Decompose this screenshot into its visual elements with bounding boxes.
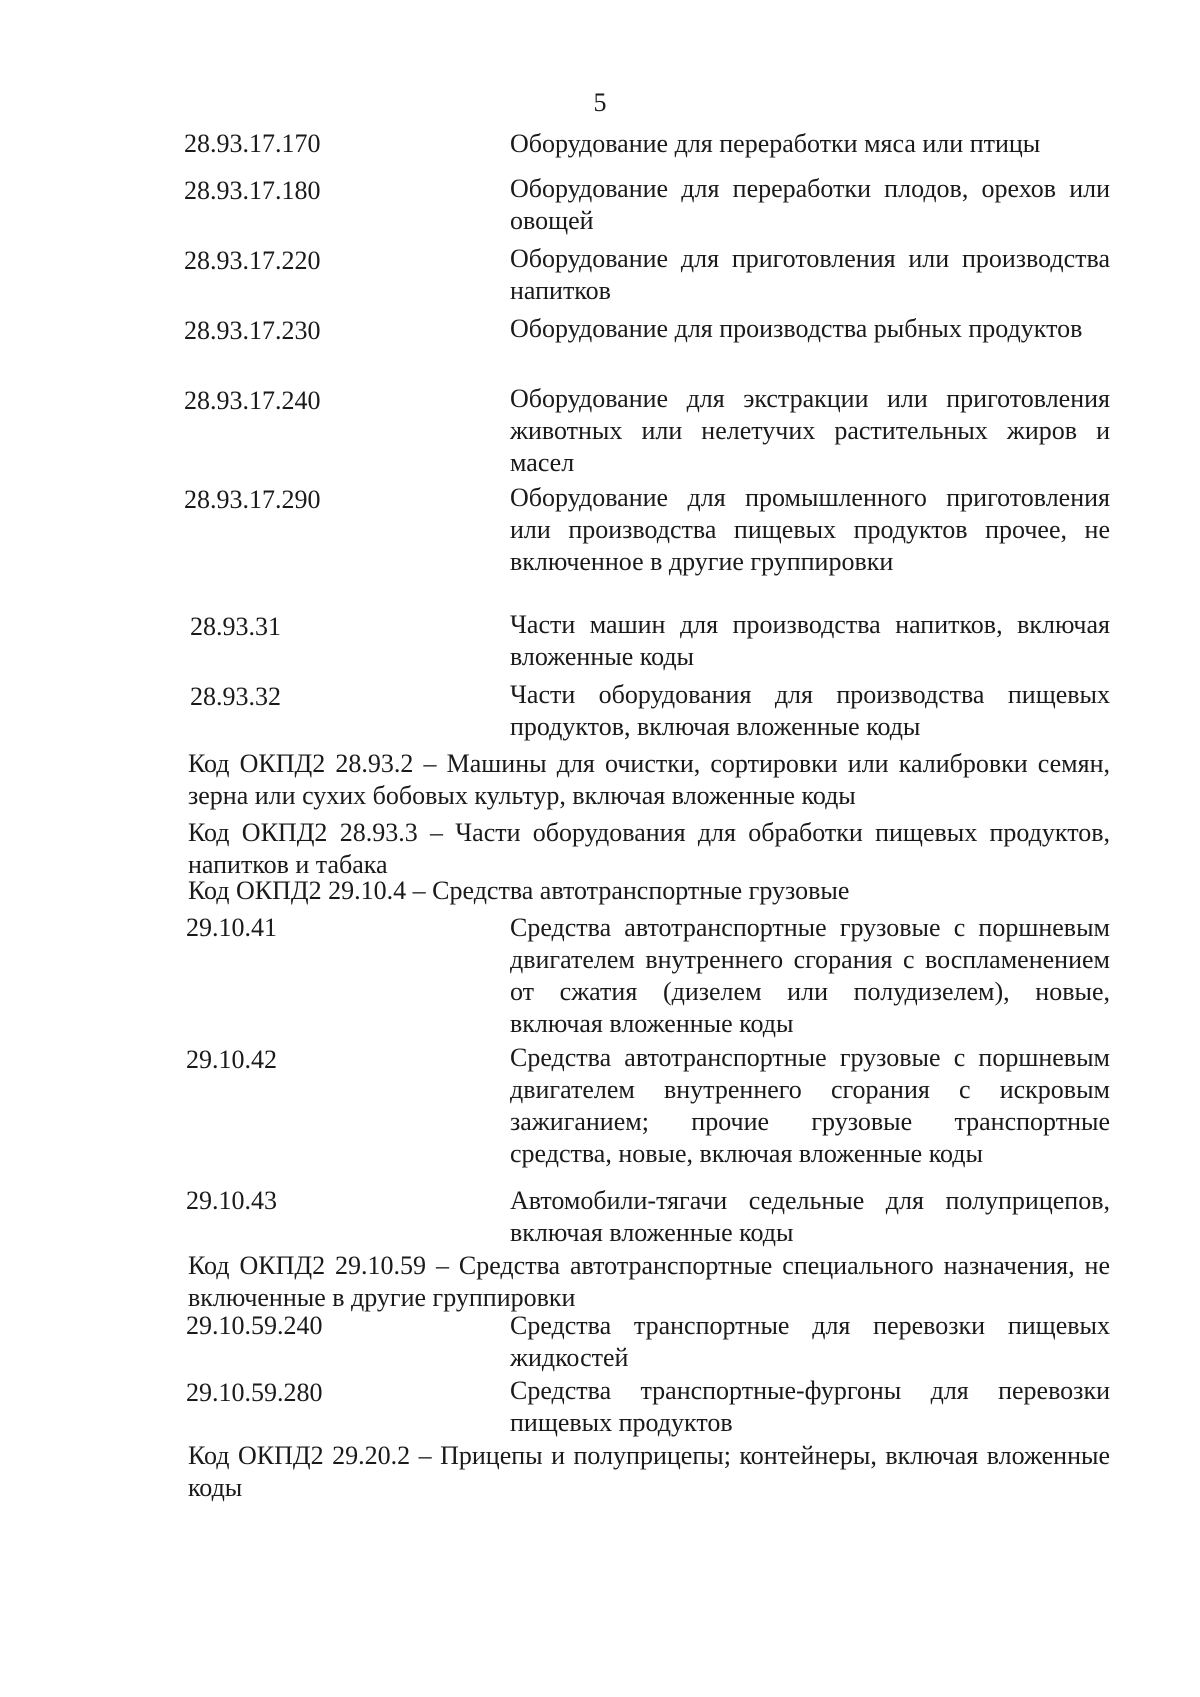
entry-description: Оборудование для переработки плодов, орехов или овощей	[510, 174, 1110, 235]
entry-description: Оборудование для промышленного приготовления или производства пищевых продуктов прочее, не включенное в другие группировки	[510, 483, 1110, 576]
entry-code: 28.93.17.180	[184, 176, 321, 205]
entry-description: Средства транспортные-фургоны для перевозки пищевых продуктов	[510, 1376, 1110, 1437]
entry-description: Оборудование для приготовления или производства напитков	[510, 244, 1110, 305]
entry-code: 28.93.17.230	[184, 316, 321, 345]
okpd2-paragraph: Код ОКПД2 29.20.2 – Прицепы и полуприцепы; контейнеры, включая вложенные коды	[188, 1441, 1110, 1502]
entry-code: 29.10.59.280	[186, 1378, 323, 1407]
page-number: 5	[593, 88, 607, 117]
okpd2-paragraph: Код ОКПД2 28.93.3 – Части оборудования для обработки пищевых продуктов, напитков и табака	[188, 818, 1110, 879]
entry-code: 29.10.41	[186, 913, 277, 942]
entry-code: 29.10.42	[186, 1045, 277, 1074]
entry-description: Части машин для производства напитков, включая вложенные коды	[510, 610, 1110, 671]
entry-description: Части оборудования для производства пищевых продуктов, включая вложенные коды	[510, 680, 1110, 741]
okpd2-paragraph: Код ОКПД2 29.10.4 – Средства автотранспортные грузовые	[188, 876, 850, 905]
entry-code: 29.10.59.240	[186, 1311, 323, 1340]
entry-description: Оборудование для переработки мяса или птицы	[510, 129, 1041, 158]
entry-code: 28.93.17.170	[184, 129, 321, 158]
entry-code: 28.93.32	[190, 682, 281, 711]
entry-description: Автомобили-тягачи седельные для полуприцепов, включая вложенные коды	[510, 1186, 1110, 1247]
entry-code: 29.10.43	[186, 1186, 277, 1215]
entry-description: Средства автотранспортные грузовые с поршневым двигателем внутреннего сгорания с воспламенением от сжатия (дизелем или полудизелем), новые, включая вложенные коды	[510, 913, 1110, 1038]
entry-code: 28.93.17.240	[184, 386, 321, 415]
entry-description: Оборудование для производства рыбных продуктов	[510, 314, 1083, 343]
entry-description: Средства транспортные для перевозки пищевых жидкостей	[510, 1311, 1110, 1372]
entry-description: Средства автотранспортные грузовые с поршневым двигателем внутреннего сгорания с искровым зажиганием; прочие грузовые транспортные средства, новые, включая вложенные коды	[510, 1043, 1110, 1168]
entry-description: Оборудование для экстракции или приготовления животных или нелетучих растительных жиров и масел	[510, 384, 1110, 477]
entry-code: 28.93.31	[190, 612, 281, 641]
okpd2-paragraph: Код ОКПД2 29.10.59 – Средства автотранспортные специального назначения, не включенные в другие группировки	[188, 1251, 1110, 1312]
entry-code: 28.93.17.290	[184, 485, 321, 514]
okpd2-paragraph: Код ОКПД2 28.93.2 – Машины для очистки, сортировки или калибровки семян, зерна или сухих бобовых культур, включая вложенные коды	[188, 749, 1110, 810]
entry-code: 28.93.17.220	[184, 246, 321, 275]
